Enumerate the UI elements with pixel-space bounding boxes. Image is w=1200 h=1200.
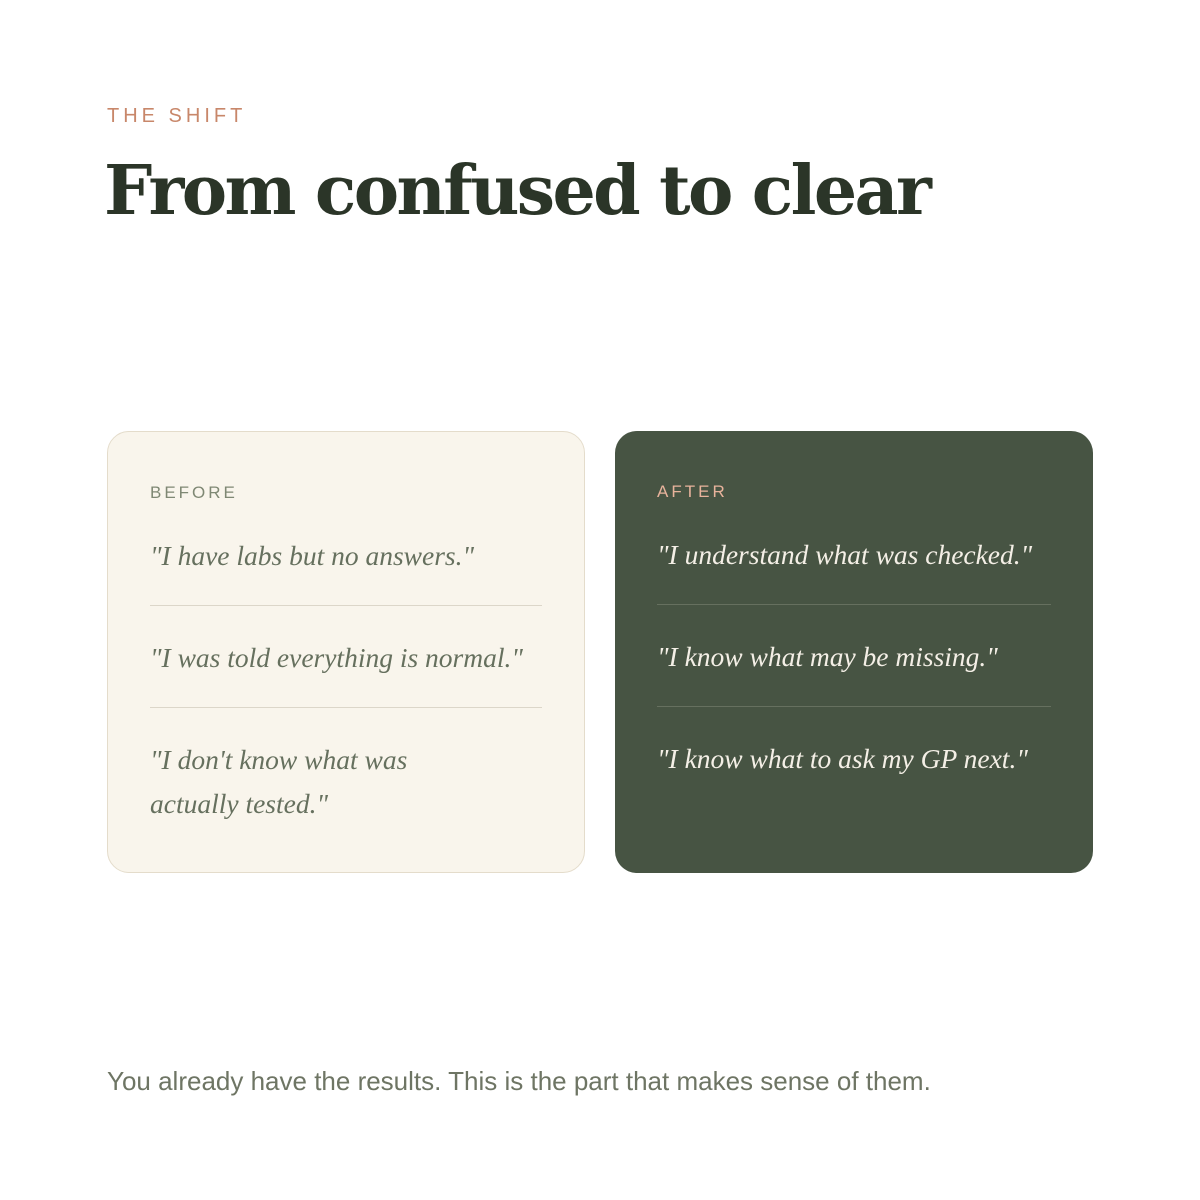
divider: [150, 605, 542, 606]
before-quote: "I don't know what was actually tested.": [150, 744, 408, 819]
divider: [657, 604, 1051, 605]
divider: [657, 706, 1051, 707]
after-label: AFTER: [657, 482, 728, 501]
after-quote: "I know what may be missing.": [657, 641, 998, 672]
before-card: [107, 431, 585, 873]
footer-text: You already have the results. This is the part that makes sense of them.: [107, 1066, 931, 1096]
section-eyebrow: THE SHIFT: [107, 105, 247, 127]
after-card: [615, 431, 1093, 873]
page-title: From confused to clear: [104, 151, 930, 231]
before-label: BEFORE: [150, 483, 238, 502]
after-quote: "I know what to ask my GP next.": [657, 743, 1028, 774]
divider: [150, 707, 542, 708]
after-quote: "I understand what was checked.": [657, 539, 1033, 570]
before-quote: "I was told everything is normal.": [150, 642, 523, 673]
before-quote: "I have labs but no answers.": [150, 540, 475, 571]
